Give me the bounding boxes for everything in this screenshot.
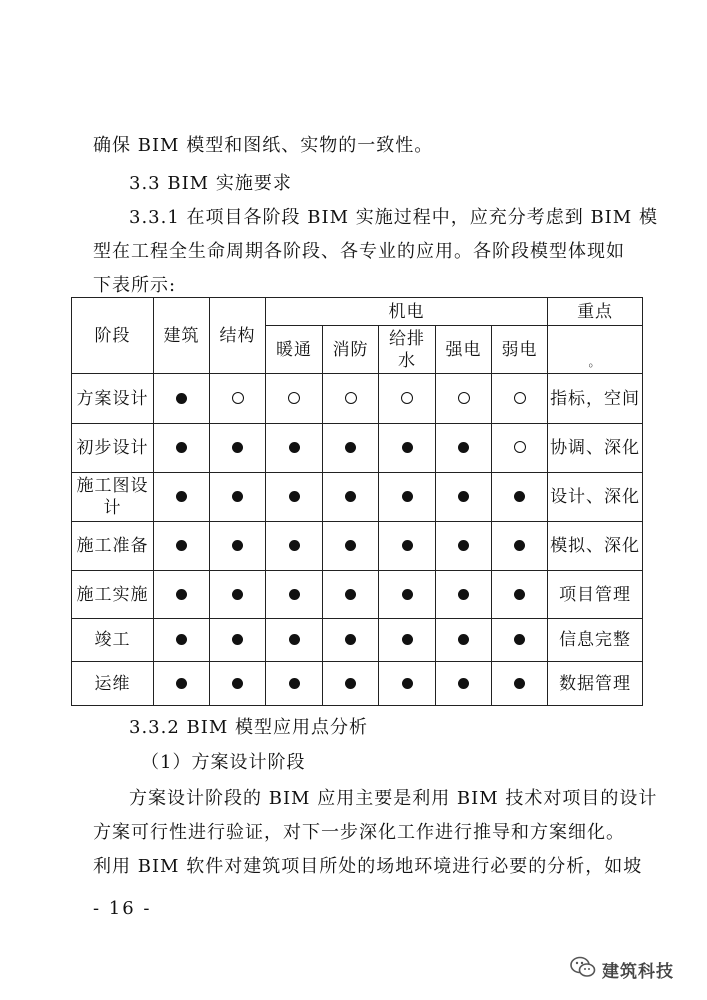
cell-mark: [436, 424, 492, 473]
cell-stage: 运维: [72, 662, 154, 706]
cell-mark: [154, 424, 210, 473]
header-struct: 结构: [210, 298, 266, 374]
cell-mark: [323, 473, 379, 522]
table-row: [72, 374, 643, 424]
hollow-circle-icon: [514, 392, 526, 404]
header-stage: 阶段: [72, 298, 154, 374]
cell-mark: [154, 571, 210, 619]
cell-mark: [266, 662, 323, 706]
filled-dot-icon: [514, 634, 525, 645]
cell-mark: [492, 662, 548, 706]
heading-3-3-2: 3.3.2 BIM 模型应用点分析: [129, 717, 369, 738]
header-weak-current: 弱电: [492, 326, 548, 374]
cell-mark: [436, 662, 492, 706]
hollow-circle-icon: [288, 392, 300, 404]
filled-dot-icon: [402, 540, 413, 551]
heading-3-3: 3.3 BIM 实施要求: [129, 173, 292, 194]
filled-dot-icon: [514, 678, 525, 689]
filled-dot-icon: [345, 442, 356, 453]
filled-dot-icon: [402, 442, 413, 453]
cell-focus: 协调、深化: [548, 424, 643, 473]
cell-mark: [436, 522, 492, 571]
filled-dot-icon: [345, 678, 356, 689]
cell-mark: [323, 522, 379, 571]
filled-dot-icon: [402, 491, 413, 502]
header-arch: 建筑: [154, 298, 210, 374]
table-row: [72, 522, 643, 571]
table-row: [72, 424, 643, 473]
cell-focus: 指标，空间: [548, 374, 643, 424]
cell-stage: 方案设计: [72, 374, 154, 424]
line-331-2: 型在工程全生命周期各阶段、各专业的应用。各阶段模型体现如: [93, 241, 625, 262]
cell-mark: [323, 424, 379, 473]
cell-mark: [210, 619, 266, 662]
hollow-circle-icon: [458, 392, 470, 404]
cell-mark: [154, 522, 210, 571]
table-row: [72, 473, 643, 522]
filled-dot-icon: [176, 540, 187, 551]
heading-scheme-design: （1）方案设计阶段: [141, 752, 306, 773]
cell-mark: [323, 571, 379, 619]
filled-dot-icon: [458, 540, 469, 551]
filled-dot-icon: [176, 589, 187, 600]
filled-dot-icon: [176, 634, 187, 645]
cell-mark: [210, 473, 266, 522]
header-strong-current: 强电: [436, 326, 492, 374]
hollow-circle-icon: [232, 392, 244, 404]
filled-dot-icon: [402, 589, 413, 600]
cell-mark: [266, 374, 323, 424]
cell-mark: [436, 571, 492, 619]
cell-mark: [379, 522, 436, 571]
filled-dot-icon: [176, 393, 187, 404]
cell-focus: 设计、深化: [548, 473, 643, 522]
filled-dot-icon: [289, 442, 300, 453]
filled-dot-icon: [458, 589, 469, 600]
header-fire: 消防: [323, 326, 379, 374]
filled-dot-icon: [176, 442, 187, 453]
cell-mark: [379, 619, 436, 662]
line-p1: 确保 BIM 模型和图纸、实物的一致性。: [93, 135, 434, 156]
filled-dot-icon: [232, 678, 243, 689]
filled-dot-icon: [514, 540, 525, 551]
filled-dot-icon: [289, 491, 300, 502]
cell-mark: [323, 619, 379, 662]
filled-dot-icon: [232, 540, 243, 551]
filled-dot-icon: [458, 491, 469, 502]
hollow-circle-icon: [345, 392, 357, 404]
filled-dot-icon: [289, 634, 300, 645]
cell-mark: [266, 571, 323, 619]
line-body-2: 方案可行性进行验证，对下一步深化工作进行推导和方案细化。: [93, 822, 625, 843]
line-body-1: 方案设计阶段的 BIM 应用主要是利用 BIM 技术对项目的设计: [129, 788, 658, 809]
cell-mark: [266, 522, 323, 571]
filled-dot-icon: [232, 442, 243, 453]
cell-focus: 模拟、深化: [548, 522, 643, 571]
cell-mark: [154, 662, 210, 706]
header-mep: 机电: [266, 298, 548, 326]
filled-dot-icon: [289, 589, 300, 600]
cell-focus: 数据管理: [548, 662, 643, 706]
cell-focus: 项目管理: [548, 571, 643, 619]
cell-mark: [379, 374, 436, 424]
cell-mark: [210, 662, 266, 706]
filled-dot-icon: [514, 589, 525, 600]
filled-dot-icon: [402, 634, 413, 645]
header-focus-sub: 。: [548, 326, 643, 374]
table-row: [72, 571, 643, 619]
wechat-icon: [570, 956, 596, 982]
cell-mark: [210, 571, 266, 619]
cell-mark: [154, 619, 210, 662]
watermark: [570, 956, 674, 982]
line-331-3: 下表所示:: [93, 275, 177, 296]
filled-dot-icon: [289, 678, 300, 689]
table-row: [72, 662, 643, 706]
cell-mark: [436, 619, 492, 662]
filled-dot-icon: [345, 540, 356, 551]
watermark-text: 建筑科技: [602, 961, 674, 982]
cell-mark: [210, 522, 266, 571]
cell-mark: [492, 424, 548, 473]
line-body-3: 利用 BIM 软件对建筑项目所处的场地环境进行必要的分析，如坡: [93, 856, 643, 877]
cell-focus: 信息完整: [548, 619, 643, 662]
cell-stage: 施工图设计: [72, 473, 154, 522]
header-hvac: 暖通: [266, 326, 323, 374]
line-331-1: 3.3.1 在项目各阶段 BIM 实施过程中，应充分考虑到 BIM 模: [129, 207, 658, 228]
cell-mark: [154, 374, 210, 424]
cell-mark: [379, 571, 436, 619]
cell-mark: [210, 424, 266, 473]
page-number: - 16 -: [93, 898, 152, 919]
cell-mark: [379, 424, 436, 473]
cell-stage: 初步设计: [72, 424, 154, 473]
cell-mark: [492, 473, 548, 522]
filled-dot-icon: [176, 491, 187, 502]
cell-mark: [323, 662, 379, 706]
cell-mark: [379, 662, 436, 706]
hollow-circle-icon: [401, 392, 413, 404]
filled-dot-icon: [402, 678, 413, 689]
cell-mark: [266, 619, 323, 662]
cell-mark: [323, 374, 379, 424]
table-row: [72, 619, 643, 662]
header-plumbing: 给排水: [379, 326, 436, 374]
filled-dot-icon: [458, 442, 469, 453]
header-focus: 重点: [548, 298, 643, 326]
cell-mark: [266, 473, 323, 522]
bim-stage-table: [71, 297, 643, 706]
filled-dot-icon: [345, 634, 356, 645]
cell-mark: [492, 571, 548, 619]
filled-dot-icon: [232, 491, 243, 502]
filled-dot-icon: [232, 589, 243, 600]
cell-stage: 施工准备: [72, 522, 154, 571]
cell-stage: 施工实施: [72, 571, 154, 619]
hollow-circle-icon: [514, 441, 526, 453]
cell-mark: [210, 374, 266, 424]
filled-dot-icon: [458, 678, 469, 689]
filled-dot-icon: [345, 491, 356, 502]
cell-mark: [492, 619, 548, 662]
cell-mark: [154, 473, 210, 522]
cell-mark: [492, 522, 548, 571]
cell-mark: [492, 374, 548, 424]
cell-mark: [436, 374, 492, 424]
filled-dot-icon: [176, 678, 187, 689]
filled-dot-icon: [232, 634, 243, 645]
cell-mark: [266, 424, 323, 473]
filled-dot-icon: [458, 634, 469, 645]
filled-dot-icon: [289, 540, 300, 551]
cell-mark: [436, 473, 492, 522]
filled-dot-icon: [345, 589, 356, 600]
filled-dot-icon: [514, 491, 525, 502]
cell-stage: 竣工: [72, 619, 154, 662]
cell-mark: [379, 473, 436, 522]
